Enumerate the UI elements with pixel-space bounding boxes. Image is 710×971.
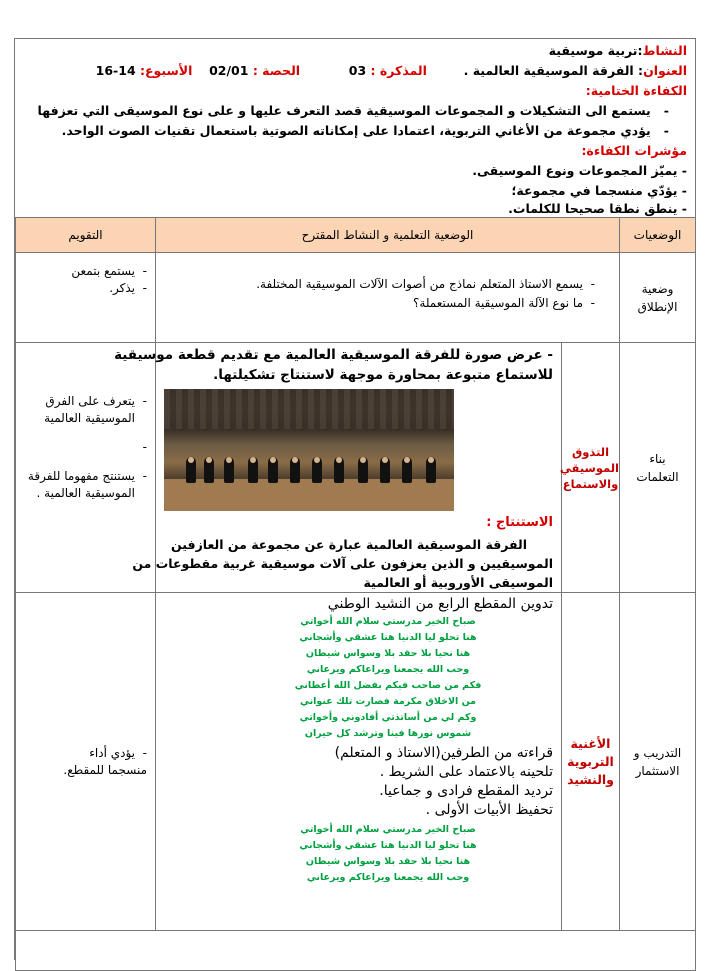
final-competence-label: الكفاءة الختامية:: [585, 83, 687, 98]
build-label: بناء التعلمات: [620, 343, 696, 593]
practice-label: التدريب و الاستثمار: [620, 593, 696, 931]
title-line: العنوان: الفرقة الموسيقية العالمية . المذكرة : 03 الحصة : 02/01 الأسبوع: 14-16: [95, 63, 687, 78]
build-sub-label: التذوق الموسيقي والاستماع: [562, 343, 620, 593]
orchestra-photo: [164, 389, 454, 511]
launch-evaluation: - يستمع بتمعن - يذكر.: [16, 253, 156, 343]
launch-activity: - يسمع الاستاذ المتعلم نماذج من أصوات الآلات الموسيقية المختلفة. - ما نوع الآلة الموسيقية المستعملة؟: [156, 253, 620, 343]
table-header-row: [16, 218, 696, 253]
header-activity: الوضعية التعلمية و النشاط المقترح: [156, 218, 620, 253]
anthem-lyrics: صباح الخير مدرستي سلام الله أخواتي هنا تحلو ليا الدنيا هنا عشقي وأشجاني هنا نحيا بلا حقد بلا وسواس شيطان وحب الله يجمعنا ويراعاكم ويرعاني فكم من صاحب فيكم بفضل الله أعطاني من الاخلاق مكرمة فصارت تلك عنواني وكم لي من أساتذتي أفادوني وأخواتي شموس نورها فينا وترشد كل حيران: [294, 616, 482, 739]
indicator-1: - يميّز المجموعات ونوع الموسيقى.: [472, 163, 687, 178]
indicator-3: - ينطق نطقا صحيحا للكلمات.: [508, 201, 687, 216]
lesson-sheet: [14, 38, 696, 960]
lesson-table: [15, 217, 696, 971]
practice-steps: قراءته من الطرفين(الاستاذ و المتعلم) تلحينه بالاعتماد على الشريط . ترديد المقطع فرادى و جماعيا. تحفيظ الأبيات الأولى .: [334, 745, 554, 818]
anthem-repeat: صباح الخير مدرستي سلام الله أخواتي هنا تحلو ليا الدنيا هنا عشقي وأشجاني هنا نحيا بلا حقد بلا وسواس شيطان وحب الله يجمعنا ويراعاكم ويرعاني: [299, 824, 477, 883]
table-row-empty: [16, 931, 696, 971]
indicators-label: مؤشرات الكفاءة:: [581, 143, 687, 158]
build-evaluation: - يتعرف على الفرق الموسيقية العالمية - - يستنتج مفهوما للفرقة الموسيقية العالمية .: [16, 343, 156, 593]
practice-activity: [156, 593, 562, 931]
table-row-practice: [16, 593, 696, 931]
launch-label: وضعية الإنطلاق: [620, 253, 696, 343]
lesson-header: [15, 39, 695, 217]
memo-label: المذكرة :: [370, 63, 427, 78]
practice-title: تدوين المقطع الرابع من النشيد الوطني: [327, 596, 554, 612]
session-label: الحصة :: [252, 63, 301, 78]
final-competence-1: - يستمع الى التشكيلات و المجموعات الموسيقية قصد التعرف عليها و على نوع الموسيقى التي تعزفها: [37, 103, 669, 118]
table-row-build: [16, 343, 696, 593]
week-value: 14-16: [95, 63, 136, 78]
conclusion-text: الفرقة الموسيقية العالمية عبارة عن مجموعة من العازفين الموسيقيين و الذين يعزفون على آلات موسيقية غربية مقطوعات من الموسيقى الأوروبية أو العالمية: [132, 537, 554, 590]
week-label: الأسبوع:: [135, 63, 193, 78]
table-row-launch: [16, 253, 696, 343]
practice-sub-label: الأغنية التربوية والنشيد: [562, 593, 620, 931]
conclusion-label: الاستنتاج :: [486, 515, 554, 530]
session-value: 02/01: [209, 63, 249, 78]
build-activity: - عرض صورة للفرقة الموسيقية العالمية مع تقديم قطعة موسيقية للاستماع متبوعة بمحاورة موجهة لاستنتاج تشكيلتها. الاستنتاج : الفرقة الموسيقية العالمية عبارة عن مجموعة من العازفين الموسيقيين و الذين يعزفون على آلات موسيقية غربية مقطوعات من الموسيقى الأوروبية أو العالمية: [156, 343, 562, 593]
activity-line: النشاط:تربية موسيقية: [548, 43, 687, 58]
header-situations: الوضعيات: [620, 218, 696, 253]
practice-evaluation: - يؤدي أداء منسجما للمقطع.: [16, 593, 156, 931]
final-competence-2: - يؤدي مجموعة من الأغاني التربوية، اعتمادا على إمكاناته الصوتية باستعمال تقنيات الصوت الواحد.: [61, 123, 669, 138]
indicator-2: - يؤدّي منسجما في مجموعة؛: [511, 183, 687, 198]
memo-value: 03: [348, 63, 367, 78]
header-evaluation: التقويم: [16, 218, 156, 253]
